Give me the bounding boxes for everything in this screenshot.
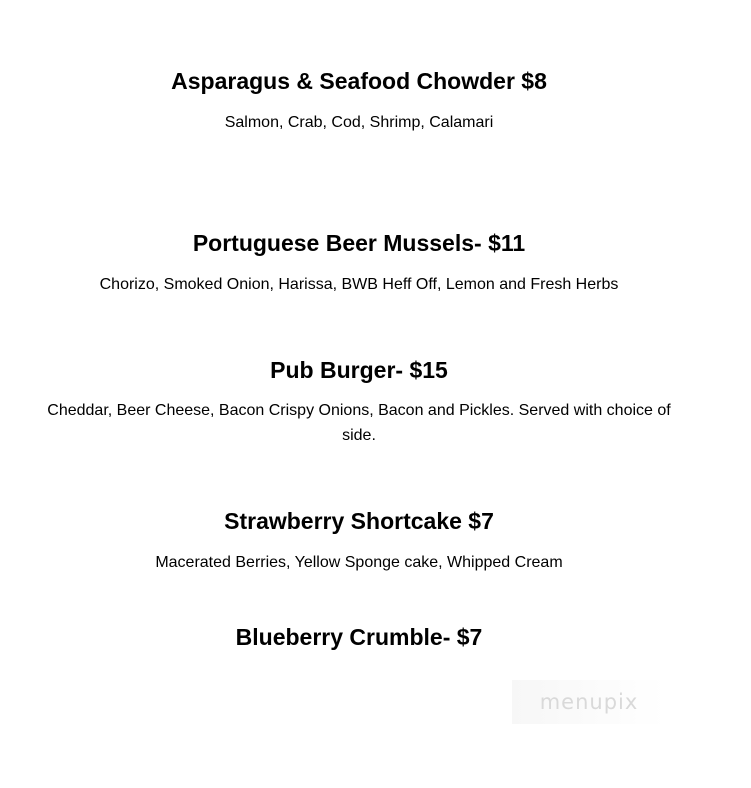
menu-item-description: Cheddar, Beer Cheese, Bacon Crispy Onions, Bacon and Pickles. Served with choice of side. <box>47 402 671 444</box>
menu-item-description: Chorizo, Smoked Onion, Harissa, BWB Heff Off, Lemon and Fresh Herbs <box>99 276 619 293</box>
menu-item-title: Strawberry Shortcake $7 <box>224 508 494 534</box>
menu-item-description: Macerated Berries, Yellow Sponge cake, Whipped Cream <box>155 554 563 571</box>
menu-item-title: Asparagus & Seafood Chowder $8 <box>171 68 547 94</box>
menupix-watermark: menupix <box>512 680 666 724</box>
menu-item-title: Blueberry Crumble- $7 <box>235 624 483 650</box>
menu-item-title: Pub Burger- $15 <box>270 357 448 383</box>
menu-item-description: Salmon, Crab, Cod, Shrimp, Calamari <box>224 114 494 131</box>
menu-item-title: Portuguese Beer Mussels- $11 <box>192 230 526 256</box>
